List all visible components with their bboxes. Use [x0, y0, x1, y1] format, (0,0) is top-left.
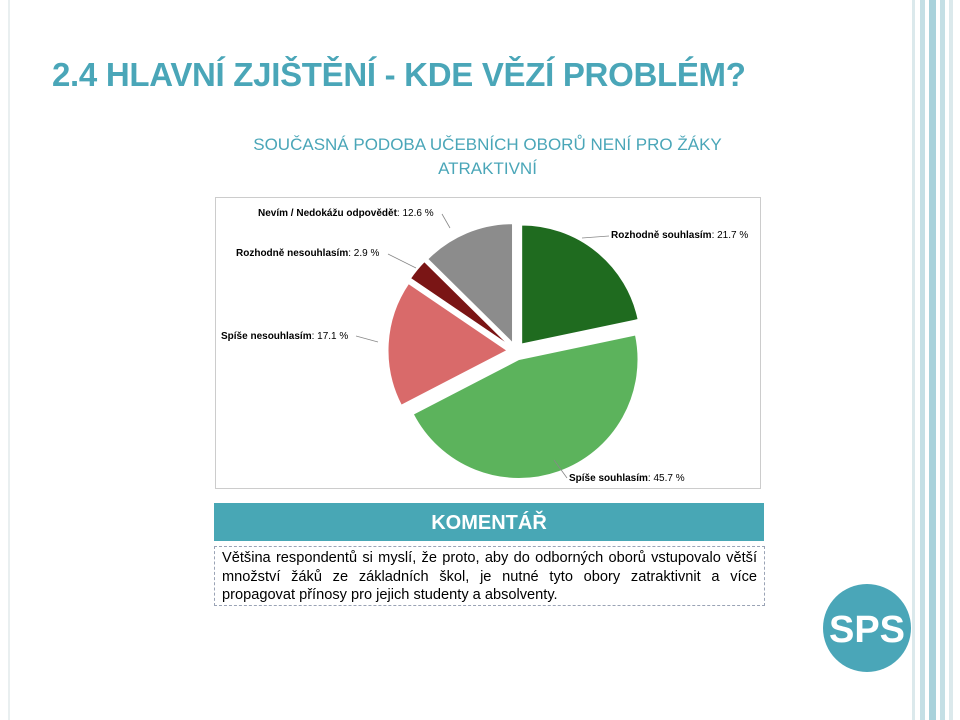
- pie-chart: [216, 198, 760, 488]
- pie-slice-label: Spíše souhlasím: 45.7 %: [569, 473, 685, 484]
- pie-slice: [522, 225, 638, 344]
- subtitle-line-2: ATRAKTIVNÍ: [438, 159, 537, 178]
- pie-chart-panel: [215, 197, 761, 489]
- comment-text: Většina respondentů si myslí, že proto, aby do odborných oborů vstupovalo větší množství žáků ze základních škol, je nutné tyto obory zatraktivnit a více propagovat přínosy pro jejich studenty a absolventy.: [222, 550, 757, 603]
- subtitle-line-1: SOUČASNÁ PODOBA UČEBNÍCH OBORŮ NENÍ PRO ŽÁKY: [253, 135, 722, 154]
- pie-slice-label: Spíše nesouhlasím: 17.1 %: [221, 331, 349, 342]
- right-decoration: [906, 0, 960, 720]
- pie-leader-line: [356, 336, 378, 342]
- pie-leader-line: [582, 236, 609, 238]
- pie-leader-line: [442, 214, 450, 228]
- pie-slice-label: Rozhodně souhlasím: 21.7 %: [611, 230, 749, 241]
- pie-slice-label: Nevím / Nedokážu odpovědět: 12.6 %: [258, 208, 434, 219]
- logo-text: SPS: [828, 609, 906, 651]
- pie-slice-label: Rozhodně nesouhlasím: 2.9 %: [236, 248, 380, 259]
- pie-leader-line: [388, 254, 416, 268]
- sps-logo: [821, 582, 913, 674]
- comment-box: [214, 546, 765, 606]
- page-title: 2.4 HLAVNÍ ZJIŠTĚNÍ - KDE VĚZÍ PROBLÉM?: [52, 56, 746, 93]
- page-subtitle: [215, 133, 760, 181]
- left-rule: [8, 0, 10, 720]
- comment-heading: KOMENTÁŘ: [214, 503, 764, 541]
